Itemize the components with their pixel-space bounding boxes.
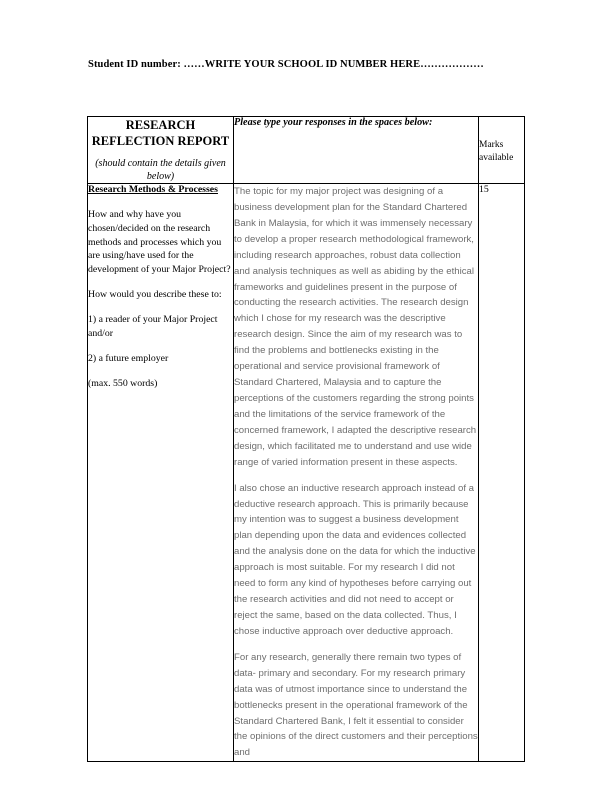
prompt-paragraph: 1) a reader of your Major Project and/or: [88, 314, 218, 340]
response-paragraph: For any research, generally there remain two types of data- primary and secondary. For my research primary data was of utmost importance since to understand the bottlenecks present in the operational framework of the Standard Chartered Bank, I felt it essential to consider the opinions of the direct customers and their perceptions and: [234, 651, 478, 759]
research-reflection-report-table: [87, 116, 525, 762]
marks-cell: [479, 184, 525, 762]
instruction-cell: [234, 117, 479, 184]
prompt-paragraph: How would you describe these to:: [88, 289, 222, 301]
marks-header-cell: [479, 117, 525, 184]
response-cell[interactable]: [234, 184, 479, 762]
prompt-paragraph: 2) a future employer: [88, 352, 169, 364]
page-title: RESEARCH REFLECTION REPORT: [91, 118, 230, 148]
marks-value: 15: [479, 184, 489, 195]
prompt-section-heading: Research Methods & Processes: [88, 184, 218, 195]
response-instruction: Please type your responses in the spaces below:: [234, 117, 433, 128]
prompt-paragraph: How and why have you chosen/decided on the research methods and processes which you are using/have used for the development of your Major Project?: [88, 208, 231, 276]
report-title-cell: [88, 117, 234, 184]
table-header-row: [88, 117, 525, 184]
prompt-cell: [88, 184, 234, 762]
table-row: [88, 184, 525, 762]
response-paragraph: The topic for my major project was designing of a business development plan for the Standard Chartered Bank in Malaysia, for which it was immensely necessary to develop a proper research methodological framework, including research approaches, robust data collection and analysis techniques as well as abiding by the ethical frameworks and guidelines present in the purpose of conducting the research activities. The research design which I chose for my research was the descriptive research design. Since the aim of my research was to find the problems and bottlenecks existing in the operational and service provisional framework of Standard Chartered, Malaysia and to capture the perceptions of the customers regarding the strong points and the limitations of the service framework of the concerned framework, I adapted the descriptive research design, which facilitated me to understand and use wide range of varied information present in these aspects.: [234, 186, 477, 468]
prompt-word-limit: (max. 550 words): [88, 377, 158, 389]
student-id-line: Student ID number: ……WRITE YOUR SCHOOL ID NUMBER HERE………………: [88, 59, 484, 70]
response-paragraph: I also chose an inductive research approach instead of a deductive research approach. This is primarily because my intention was to suggest a business development plan depending upon the data and evidences collected and the analysis done on the data for which the inductive approach is most suitable. For my research I did not need to form any kind of hypotheses before carrying out the research activities and did not need to accept or reject the same, based on the data collected. Thus, I chose inductive approach over deductive approach.: [234, 482, 476, 637]
report-subtitle: (should contain the details given below): [95, 158, 226, 182]
marks-available-label: Marks available: [479, 140, 514, 163]
